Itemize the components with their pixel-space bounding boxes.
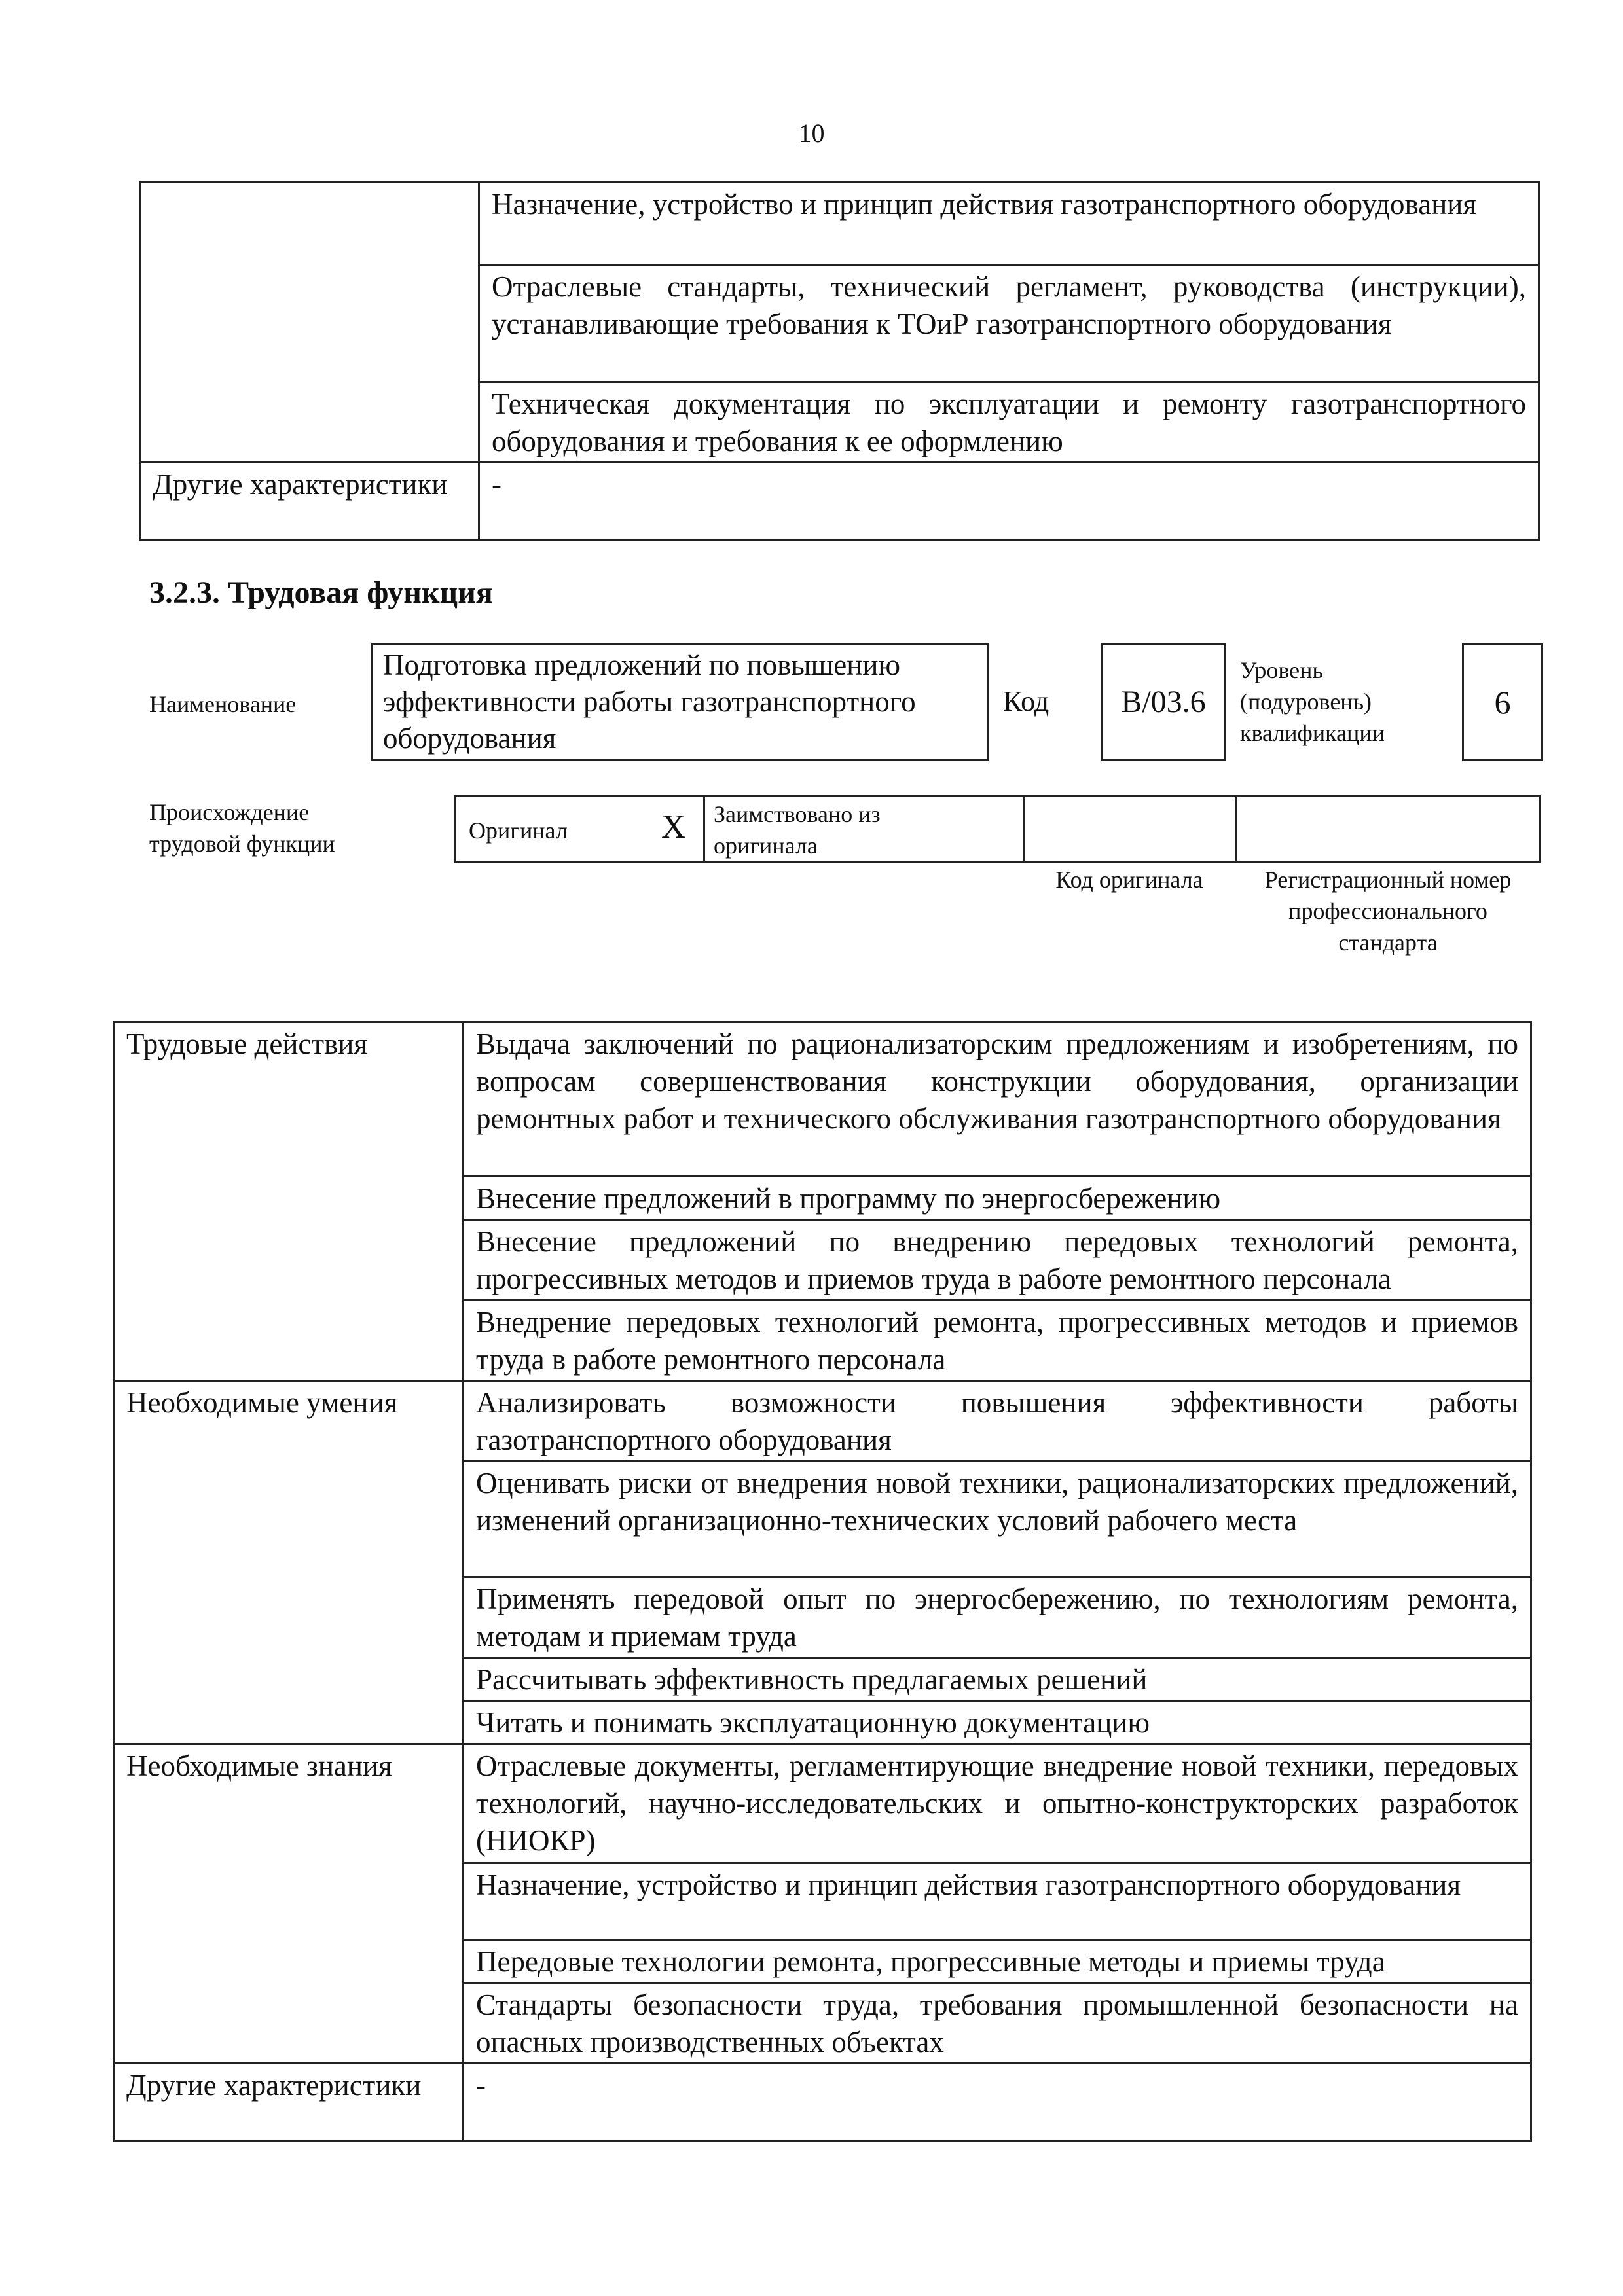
row-label-knowledge: Необходимые знания <box>114 1744 464 2064</box>
table-cell: Назначение, устройство и принцип действия газотранспортного оборудования <box>464 1863 1531 1940</box>
origin-divider <box>1235 795 1237 863</box>
table-cell: Рассчитывать эффективность предлагаемых решений <box>464 1658 1531 1701</box>
table-cell: Стандарты безопасности труда, требования промышленной безопасности на опасных производственных объектах <box>464 1983 1531 2064</box>
top-continuation-table <box>139 181 1540 541</box>
table-cell: Техническая документация по эксплуатации и ремонту газотранспортного оборудования и требования к ее оформлению <box>479 382 1539 463</box>
origin-divider <box>703 795 705 863</box>
page-number: 10 <box>798 118 825 148</box>
row-label-skills: Необходимые умения <box>114 1381 464 1744</box>
row-label: Другие характеристики <box>140 463 479 540</box>
origin-table <box>454 795 1541 863</box>
table-cell: Оценивать риски от внедрения новой техники, рационализаторских предложений, изменений организационно-технических условий рабочего места <box>464 1462 1531 1577</box>
row-label-other: Другие характеристики <box>114 2064 464 2141</box>
row-label-labor-actions: Трудовые действия <box>114 1022 464 1381</box>
origin-label: Происхождение трудовой функции <box>149 799 335 857</box>
name-label: Наименование <box>149 691 297 717</box>
table-cell: Внесение предложений в программу по энергосбережению <box>464 1177 1531 1220</box>
code-label: Код <box>1003 685 1049 717</box>
table-cell: Применять передовой опыт по энергосбережению, по технологиям ремонта, методам и приемам труда <box>464 1577 1531 1658</box>
code-original-caption: Код оригинала <box>1055 867 1203 893</box>
table-cell: Назначение, устройство и принцип действия газотранспортного оборудования <box>479 183 1539 265</box>
reg-number-caption: Регистрационный номер профессионального стандарта <box>1264 867 1512 956</box>
table-cell: - <box>464 2064 1531 2141</box>
table-cell: Анализировать возможности повышения эффективности работы газотранспортного оборудования <box>464 1381 1531 1462</box>
table-cell: Внедрение передовых технологий ремонта, прогрессивных методов и приемов труда в работе ремонтного персонала <box>464 1300 1531 1381</box>
labor-function-table <box>113 1021 1532 2142</box>
level-box <box>1462 643 1543 761</box>
empty-label-cell <box>140 183 479 463</box>
level-value: 6 <box>1494 684 1511 721</box>
table-cell: Отраслевые документы, регламентирующие внедрение новой техники, передовых технологий, научно-исследовательских и опытно-конструкторских разработок (НИОКР) <box>464 1744 1531 1863</box>
function-name-box <box>371 643 989 761</box>
section-heading: 3.2.3. Трудовая функция <box>149 575 493 610</box>
table-cell: - <box>479 463 1539 540</box>
borrowed-label: Заимствовано из оригинала <box>714 801 881 859</box>
original-label: Оригинал <box>469 817 568 844</box>
table-cell: Передовые технологии ремонта, прогрессивные методы и приемы труда <box>464 1940 1531 1983</box>
function-name: Подготовка предложений по повышению эффективности работы газотранспортного оборудования <box>383 649 916 755</box>
original-mark: X <box>661 808 686 846</box>
table-cell: Выдача заключений по рационализаторским предложениям и изобретениям, по вопросам совершенствования конструкции оборудования, организации ремонтных работ и технического обслуживания газотранспортного оборудования <box>464 1022 1531 1177</box>
table-cell: Читать и понимать эксплуатационную документацию <box>464 1701 1531 1744</box>
level-label: Уровень (подуровень) квалификации <box>1240 657 1385 746</box>
table-cell: Внесение предложений по внедрению передовых технологий ремонта, прогрессивных методов и приемов труда в работе ремонтного персонала <box>464 1220 1531 1300</box>
code-value: B/03.6 <box>1121 685 1206 719</box>
table-cell: Отраслевые стандарты, технический регламент, руководства (инструкции), устанавливающие требования к ТОиР газотранспортного оборудования <box>479 265 1539 382</box>
code-box <box>1101 643 1226 761</box>
origin-divider <box>1023 795 1025 863</box>
